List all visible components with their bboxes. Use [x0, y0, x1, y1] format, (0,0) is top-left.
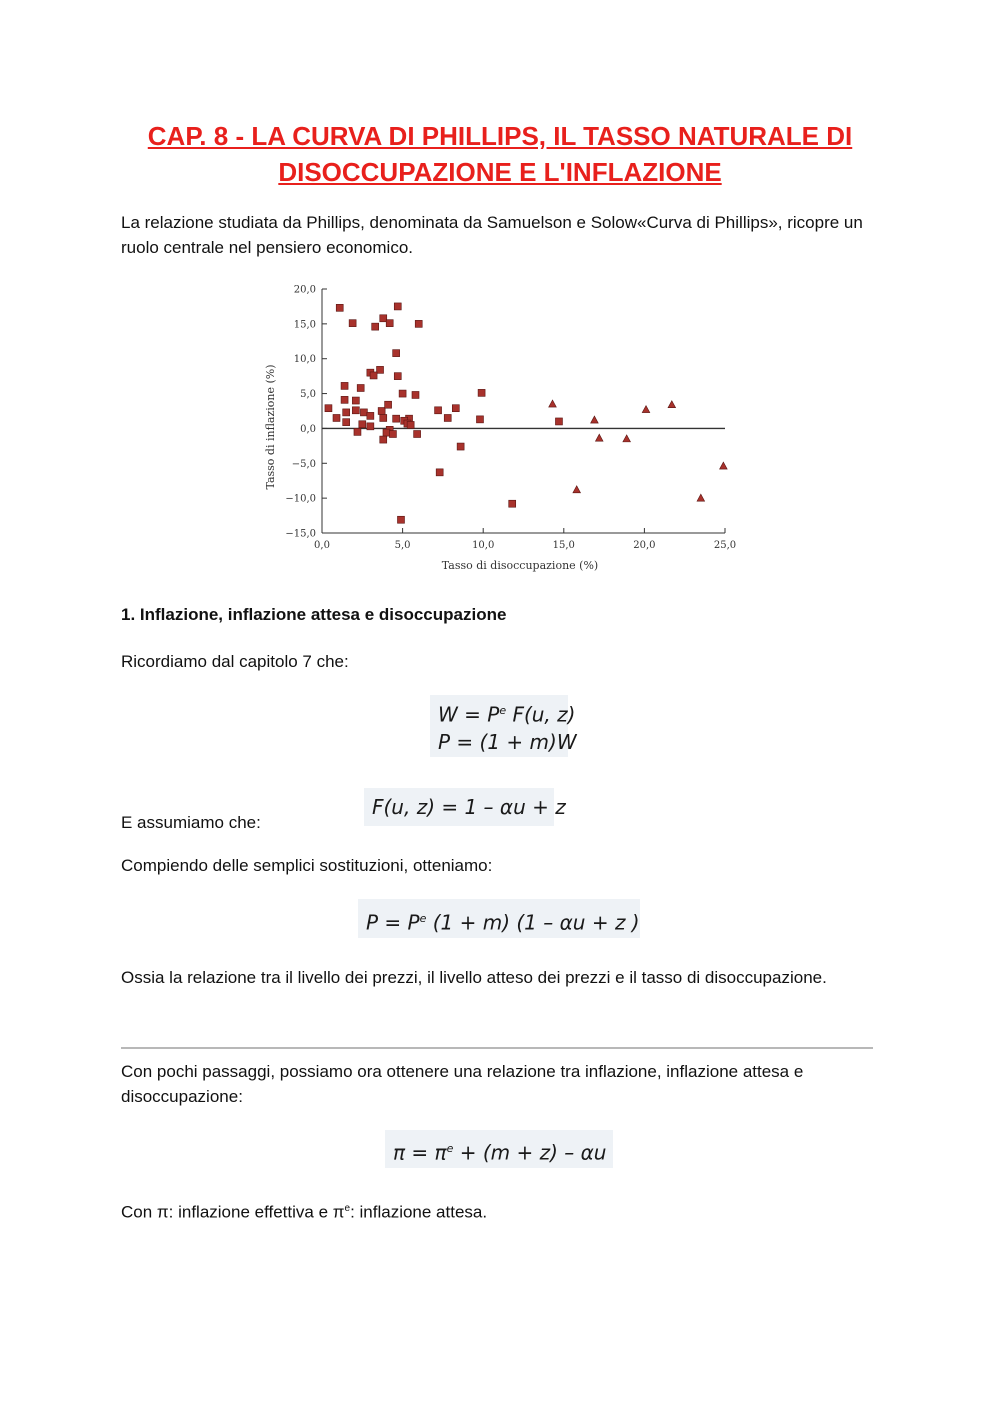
square-point: [386, 320, 393, 327]
price-level-equation-head: P = P: [366, 910, 420, 935]
square-point: [452, 405, 459, 412]
price-level-equation: [358, 899, 640, 938]
wage-equation: [438, 697, 576, 729]
chapter-title-line2: DISOCCUPAZIONE E L'INFLAZIONE: [278, 157, 722, 187]
square-point: [478, 389, 485, 396]
relation-paragraph: Ossia la relazione tra il livello dei prezzi, il livello atteso dei prezzi e il tasso di disoccupazione.: [121, 968, 827, 987]
price-equation: P = (1 + m)W: [438, 729, 577, 754]
inflation-note-tail: : inflazione attesa.: [350, 1202, 488, 1222]
square-point: [394, 373, 401, 380]
section-heading: 1. Inflazione, inflazione attesa e disoccupazione: [121, 605, 507, 624]
square-point: [352, 407, 359, 414]
square-point: [357, 384, 364, 391]
square-point: [444, 414, 451, 421]
square-point: [349, 320, 356, 327]
chart-points: [325, 303, 727, 523]
triangle-point: [573, 486, 581, 493]
triangle-point: [720, 462, 728, 469]
square-point: [509, 500, 516, 507]
square-point: [352, 397, 359, 404]
phillips-equation: [385, 1130, 613, 1168]
square-point: [341, 382, 348, 389]
square-point: [380, 436, 387, 443]
recall-paragraph: Ricordiamo dal capitolo 7 che:: [121, 652, 349, 671]
square-point: [380, 315, 387, 322]
wage-equation-head: W = P: [438, 702, 500, 727]
square-point: [435, 407, 442, 414]
assume-paragraph: E assumiamo che:: [121, 813, 261, 832]
square-point: [397, 516, 404, 523]
square-point: [343, 419, 350, 426]
square-point: [385, 401, 392, 408]
square-point: [360, 409, 367, 416]
wage-equation-tail: F(u, z): [506, 702, 576, 727]
wage-equation-sup: e: [499, 704, 507, 717]
x-tick-label: 20,0: [633, 540, 656, 551]
square-point: [377, 366, 384, 373]
square-point: [336, 304, 343, 311]
square-point: [367, 423, 374, 430]
square-point: [383, 429, 390, 436]
phillips-equation-sup: e: [446, 1142, 454, 1155]
triangle-point: [549, 400, 557, 407]
square-point: [325, 405, 332, 412]
phillips-scatter-chart: [258, 278, 748, 578]
square-point: [476, 416, 483, 423]
x-tick-label: 15,0: [552, 540, 575, 551]
square-point: [415, 320, 422, 327]
triangle-point: [591, 416, 599, 423]
price-level-equation-sup: e: [419, 912, 427, 925]
inflation-note: [121, 1196, 881, 1225]
square-point: [333, 414, 340, 421]
substitution-paragraph: Compiendo delle semplici sostituzioni, otteniamo:: [121, 856, 493, 875]
square-point: [393, 415, 400, 422]
f-equation: F(u, z) = 1 – αu + z: [364, 788, 554, 826]
x-axis-label: Tasso di disoccupazione (%): [441, 559, 599, 572]
square-point: [394, 303, 401, 310]
square-point: [436, 469, 443, 476]
triangle-point: [595, 434, 603, 441]
square-point: [412, 391, 419, 398]
triangle-point: [668, 401, 676, 408]
chapter-title: [100, 118, 900, 190]
y-tick-label: 10,0: [293, 354, 316, 366]
x-tick-label: 25,0: [713, 540, 737, 551]
y-axis-label: Tasso di inflazione (%): [264, 364, 277, 490]
square-point: [399, 390, 406, 397]
y-tick-label: −5,0: [291, 458, 316, 470]
y-tick-label: 20,0: [293, 284, 316, 296]
square-point: [457, 443, 464, 450]
square-point: [407, 421, 414, 428]
square-point: [389, 431, 396, 438]
square-point: [380, 414, 387, 421]
square-point: [343, 409, 350, 416]
square-point: [359, 421, 366, 428]
y-tick-label: 15,0: [293, 319, 316, 331]
triangle-point: [642, 406, 650, 413]
y-tick-label: 5,0: [300, 389, 316, 401]
inflation-note-sup: e: [344, 1203, 351, 1214]
x-tick-label: 0,0: [314, 540, 330, 551]
price-level-equation-tail: (1 + m) (1 – αu + z ): [426, 910, 640, 935]
intro-paragraph: La relazione studiata da Phillips, denominata da Samuelson e Solow«Curva di Phillips», ricopre un ruolo centrale nel pensiero economico.: [121, 213, 863, 257]
square-point: [414, 431, 421, 438]
square-point: [341, 396, 348, 403]
y-tick-label: 0,0: [300, 423, 316, 435]
x-tick-label: 10,0: [472, 540, 495, 551]
square-point: [555, 418, 562, 425]
triangle-point: [697, 494, 705, 501]
horizontal-divider: [121, 1047, 873, 1049]
inflation-note-head: Con π: inflazione effettiva e π: [121, 1202, 345, 1222]
triangle-point: [623, 435, 631, 442]
chapter-title-line1: CAP. 8 - LA CURVA DI PHILLIPS, IL TASSO NATURALE DI: [147, 121, 853, 151]
y-tick-label: −10,0: [285, 493, 316, 505]
square-point: [393, 350, 400, 357]
wage-price-equations: [430, 695, 577, 757]
square-point: [378, 408, 385, 415]
square-point: [354, 428, 361, 435]
phillips-equation-tail: + (m + z) – αu: [453, 1140, 607, 1165]
steps-paragraph: Con pochi passaggi, possiamo ora ottenere una relazione tra inflazione, inflazione attesa e disoccupazione:: [121, 1062, 804, 1106]
square-point: [372, 323, 379, 330]
x-tick-label: 5,0: [394, 540, 411, 551]
square-point: [370, 372, 377, 379]
y-tick-label: −15,0: [285, 528, 316, 540]
square-point: [367, 412, 374, 419]
phillips-equation-head: π = π: [393, 1140, 447, 1165]
